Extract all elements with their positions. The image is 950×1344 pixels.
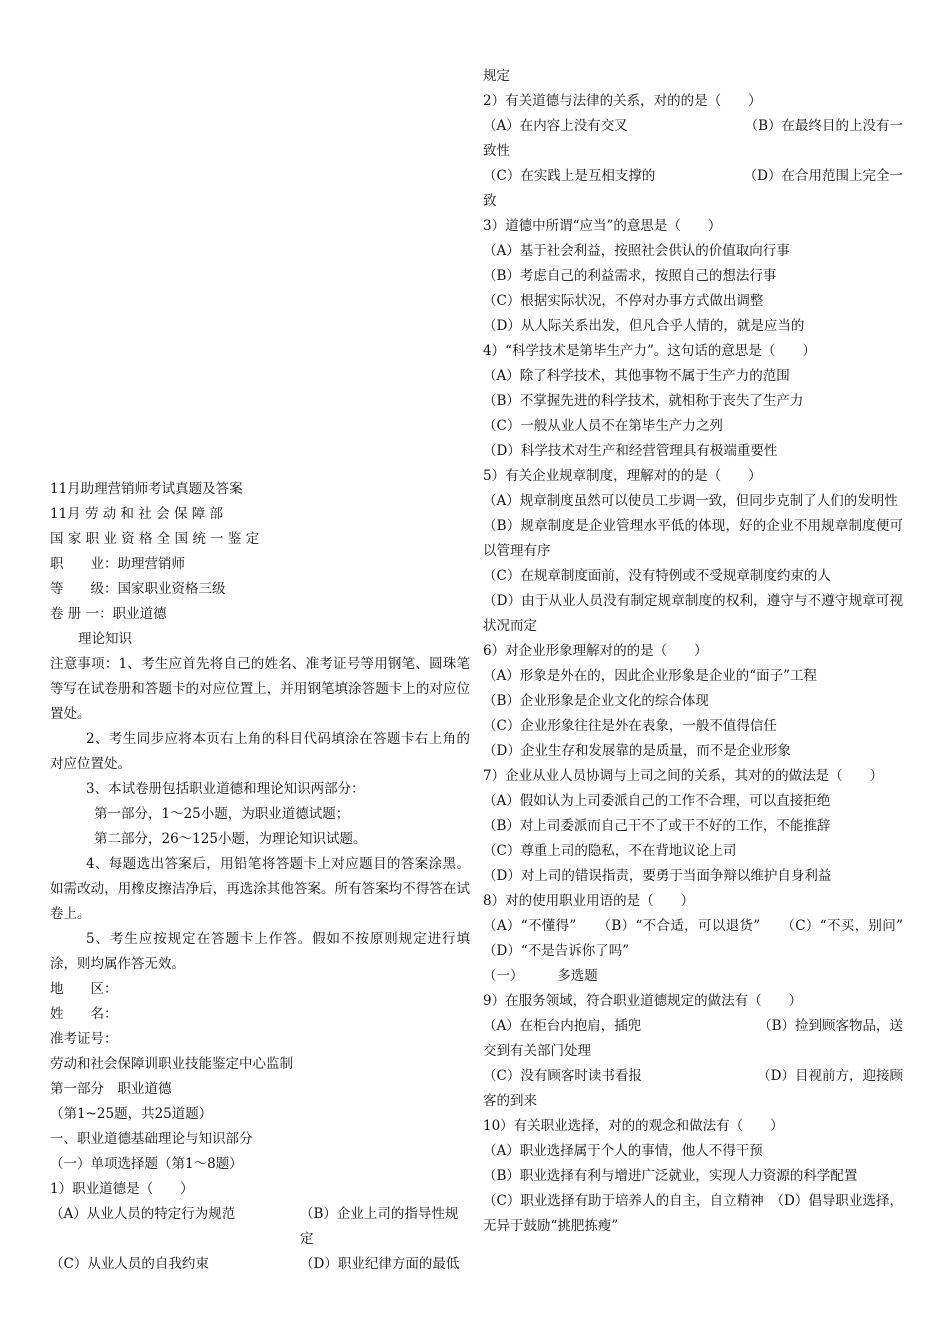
option-b: （B）不掌握先进的科学技术，就相称于丧失了生产力 <box>483 393 804 409</box>
theory-label: 理论知识 <box>78 631 132 647</box>
notice-5: 5、考生应按规定在答题卡上作答。假如不按原则规定进行填涂，则均属作答无效。 <box>50 931 470 972</box>
option-d-cont: 致 <box>483 193 497 209</box>
option-cd: （C）职业选择有助于培养人的自主，自立精神 （D）倡导职业选择，无异于鼓励“挑肥拣瘦” <box>483 1193 903 1234</box>
option-d: （D）对上司的错误指责，要勇于当面争辩以维护自身利益 <box>483 868 832 884</box>
question-2-options-cd <box>483 164 903 189</box>
certification-line: 国 家 职 业 资 格 全 国 统 一 鉴 定 <box>50 531 260 547</box>
option-a: （A）从业人员的特定行为规范 <box>50 1206 236 1222</box>
level-field: 等 级：国家职业资格三级 <box>50 581 226 597</box>
question-5: 5）有关企业规章制度，理解对的的是（ ） <box>483 468 762 484</box>
option-c: （C）从业人员的自我约束 <box>50 1256 209 1272</box>
option-c: （C）一般从业人员不在第毕生产力之列 <box>483 418 723 434</box>
option-a: （A）形象是外在的，因此企业形象是企业的“面子”工程 <box>483 668 818 684</box>
name-field: 姓 名： <box>50 1006 118 1022</box>
option-d-cont: 客的到来 <box>483 1093 537 1109</box>
option-d: （D）企业生存和发展靠的是质量，而不是企业形象 <box>483 743 791 759</box>
option-b: （B）规章制度是企业管理水平低的体现，好的企业不用规章制度便可以管理有序 <box>483 518 903 559</box>
question-6: 6）对企业形象理解对的的是（ ） <box>483 643 708 659</box>
question-2: 2）有关道德与法律的关系，对的的是（ ） <box>483 93 762 109</box>
option-a: （A）在柜台内抱肩，插兜 <box>483 1018 642 1034</box>
region-field: 地 区： <box>50 981 118 997</box>
question-4: 4）“科学技术是第毕生产力”。这句话的意思是（ ） <box>483 343 816 359</box>
question-10: 10）有关职业选择，对的的观念和做法有（ ） <box>483 1118 784 1134</box>
exam-title: 11月助理营销师考试真题及答案 <box>50 481 243 497</box>
notice-4: 4、每题选出答案后，用铅笔将答题卡上对应题目的答案涂黑。如需改动，用橡皮擦洁净后，再选涂其他答案。所有答案均不得答在试卷上。 <box>50 856 470 922</box>
option-d: （D）在合用范围上完全一 <box>743 168 903 184</box>
question-7: 7）企业从业人员协调与上司之间的关系，其对的的做法是（ ） <box>483 768 884 784</box>
subsection-heading: （一）单项选择题（第1～8题） <box>50 1156 243 1172</box>
job-field: 职 业：助理营销师 <box>50 556 185 572</box>
subsection-heading-multi: （一） 多选题 <box>483 968 598 984</box>
option-b: （B）捡到顾客物品，送 <box>758 1018 903 1034</box>
option-b: （B）考虑自己的利益需求，按照自己的想法行事 <box>483 268 777 284</box>
option-b-cont: 交到有关部门处理 <box>483 1043 591 1059</box>
option-b: （B）在最终目的上没有一 <box>744 118 903 134</box>
option-a: （A）职业选择属于个人的事情，他人不得干预 <box>483 1143 763 1159</box>
supervisor-line: 劳动和社会保障训职业技能鉴定中心监制 <box>50 1056 293 1072</box>
option-d: （D）由于从业人员没有制定规章制度的权利，遵守与不遵守规章可视状况而定 <box>483 593 903 634</box>
option-a: （A）假如认为上司委派自己的工作不合理，可以直接拒绝 <box>483 793 831 809</box>
question-8: 8）对的使用职业用语的是（ ） <box>483 893 695 909</box>
notice-3: 3、本试卷册包括职业道德和理论知识两部分： <box>86 781 365 797</box>
option-c: （C）尊重上司的隐私，不在背地议论上司 <box>483 843 737 859</box>
left-column <box>50 477 470 1277</box>
question-8-options: （A）“不懂得” （B）“不合适，可以退货” （C）“不买，别问” （D）“不是告诉你了吗” <box>483 918 944 959</box>
question-1: 1）职业道德是（ ） <box>50 1181 194 1197</box>
option-b: （B）职业选择有利与增进广泛就业，实现人力资源的科学配置 <box>483 1168 858 1184</box>
question-2-options-ab <box>483 114 903 139</box>
ministry-line: 11月 劳 动 和 社 会 保 障 部 <box>50 506 224 522</box>
notice-3a: 第一部分，1～25小题，为职业道德试题； <box>94 806 350 822</box>
notice-3b: 第二部分，26～125小题，为理论知识试题。 <box>94 831 367 847</box>
part-range: （第1~25题，共25道题） <box>50 1106 213 1122</box>
notice-2: 2、考生同步应将本页右上角的科目代码填涂在答题卡右上角的对应位置处。 <box>50 731 470 772</box>
section-heading: 一、职业道德基础理论与知识部分 <box>50 1131 253 1147</box>
option-a: （A）在内容上没有交叉 <box>483 118 628 134</box>
continued-text: 规定 <box>483 68 510 84</box>
option-a: （A）基于社会利益，按照社会供认的价值取向行事 <box>483 243 790 259</box>
option-b: （B）对上司委派而自己干不了或干不好的工作，不能推辞 <box>483 818 831 834</box>
option-b-cont: 致性 <box>483 143 510 159</box>
ticket-field: 准考证号： <box>50 1031 118 1047</box>
option-b: （B）企业形象是企业文化的综合体现 <box>483 693 709 709</box>
part-heading: 第一部分 职业道德 <box>50 1081 172 1097</box>
question-9-options-cd <box>483 1064 903 1089</box>
volume-field: 卷 册 一：职业道德 <box>50 606 167 622</box>
option-d: （D）从人际关系出发，但凡合乎人情的，就是应当的 <box>483 318 805 334</box>
option-c: （C）在实践上是互相支撑的 <box>483 168 656 184</box>
right-column <box>483 64 944 1239</box>
question-9: 9）在服务领域，符合职业道德规定的做法有（ ） <box>483 993 803 1009</box>
question-3: 3）道德中所谓“应当”的意思是（ ） <box>483 218 722 234</box>
option-d: （D）科学技术对生产和经营管理具有极端重要性 <box>483 443 778 459</box>
option-b: （B）企业上司的指导性规定 <box>300 1206 459 1247</box>
option-c: （C）根据实际状况，不停对办事方式做出调整 <box>483 293 764 309</box>
question-9-options-ab <box>483 1014 903 1039</box>
option-d: （D）目视前方，迎接顾 <box>757 1068 903 1084</box>
notice-1: 注意事项：1、考生应首先将自己的姓名、准考证号等用钢笔、圆珠笔等写在试卷册和答题卡的对应位置上，并用钢笔填涂答题卡上的对应位置处。 <box>50 656 470 722</box>
option-a: （A）除了科学技术，其他事物不属于生产力的范围 <box>483 368 790 384</box>
option-c: （C）在规章制度面前，没有特例或不受规章制度约束的人 <box>483 568 831 584</box>
option-c: （C）企业形象往往是外在表象，一般不值得信任 <box>483 718 777 734</box>
question-1-options-cd <box>50 1252 470 1277</box>
option-c: （C）没有顾客时读书看报 <box>483 1068 642 1084</box>
question-1-options-ab <box>50 1202 470 1252</box>
option-d: （D）职业纪律方面的最低 <box>300 1256 460 1272</box>
option-a: （A）规章制度虽然可以使员工步调一致，但同步克制了人们的发明性 <box>483 493 898 509</box>
